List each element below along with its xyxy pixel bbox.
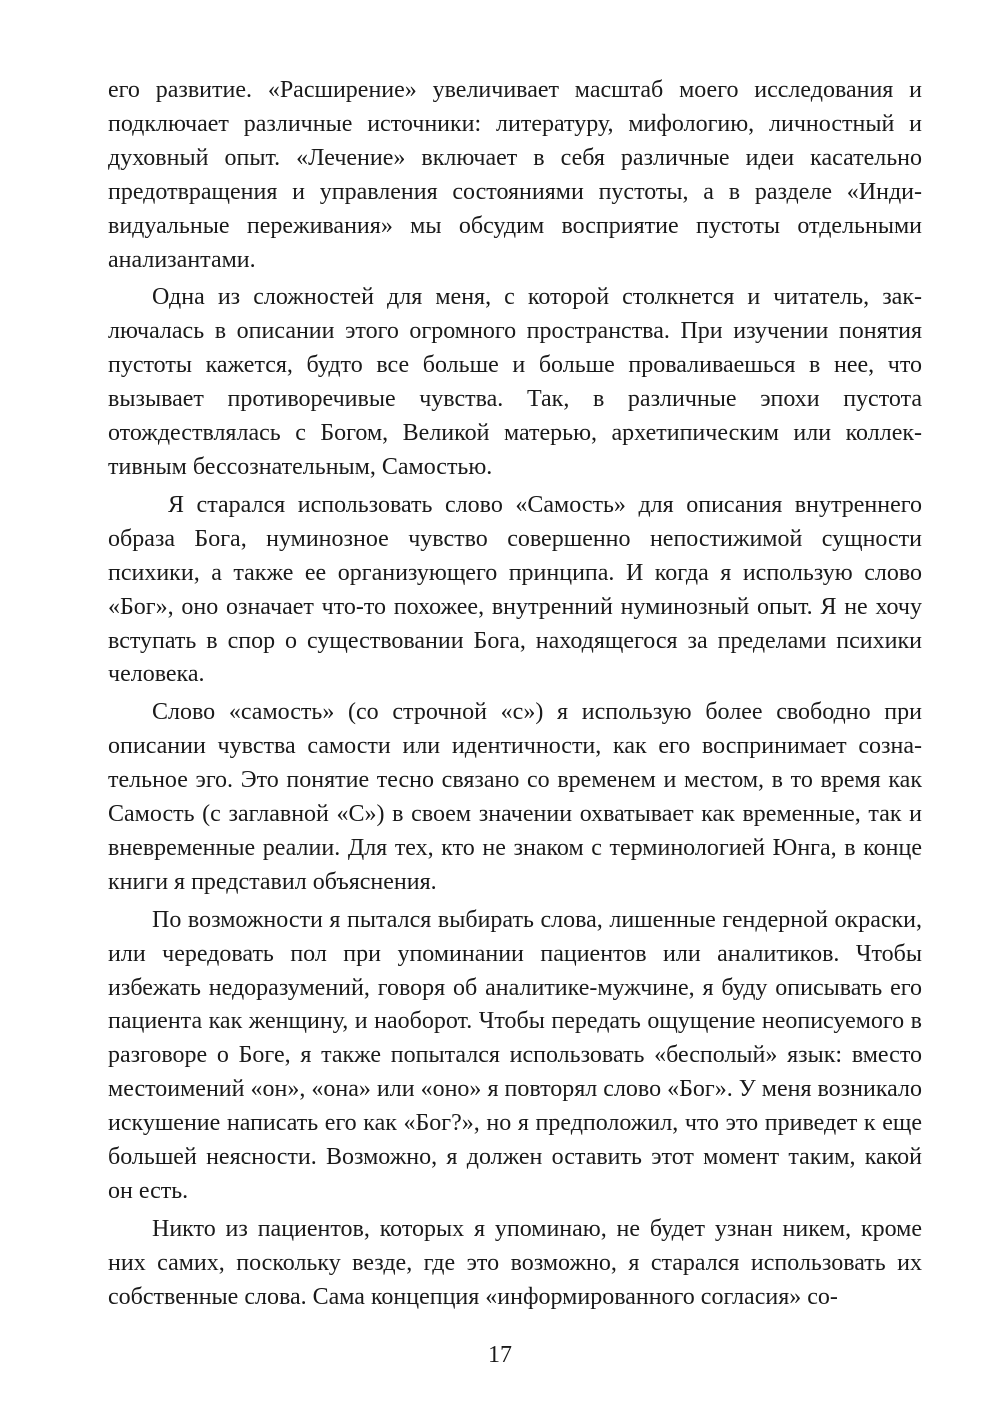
paragraph-1: его развитие. «Расширение» увеличивает масштаб моего исследования и подключает различные источники: литературу, мифологию, личностный и духовный опыт. «Лечение» включает в себя различные идеи касательно предотвращения и управления состояниями пустоты, а в разделе «Индивидуальные переживания» мы обсудим восприятие пустоты отдельными анализантами. xyxy=(108,77,922,273)
paragraph-6: Никто из пациентов, которых я упоминаю, не будет узнан никем, кроме них самих, поскольку везде, где это возможно, я старался использовать их собственные слова. Сама концепция «информированного согласия» со- xyxy=(108,1215,922,1310)
paragraph-3: Я старался использовать слово «Самость» для описания внутреннего образа Бога, нуминозное чувство совершенно непостижимой сущности психики, а также ее организующего принципа. И когда я использую слово «Бог», оно означает что-то похожее, внутренний нуминозный опыт. Я не хочу вступать в спор о существовании Бога, находящегося за пределами психики человека. xyxy=(108,491,922,688)
page-number: 17 xyxy=(488,1342,512,1368)
page-body xyxy=(108,74,922,1319)
paragraph-4: Слово «самость» (со строчной «с») я использую более свободно при описании чувства самости или идентичности, как его воспринимает сознательное эго. Это понятие тесно связано со временем и местом, в то время как Самость (с заглавной «С») в своем значении охватывает как временные, так и вневременные реалии. Для тех, кто не знаком с терминологией Юнга, в конце книги я представил объяснения. xyxy=(108,699,922,895)
paragraph-5: По возможности я пытался выбирать слова, лишенные гендерной окраски, или чередовать пол при упоминании пациентов или аналитиков. Чтобы избежать недоразумений, говоря об аналитике-мужчине, я буду описывать его пациента как женщину, и наоборот. Чтобы передать ощущение неописуемого в разговоре о Боге, я также попытался использовать «бесполый» язык: вместо местоимений «он», «она» или «оно» я повторял слово «Бог». У меня возникало искушение написать его как «Бог?», но я предположил, что это приведет к еще большей неясности. Возможно, я должен оставить этот момент таким, какой он есть. xyxy=(108,906,922,1204)
paragraph-2: Одна из сложностей для меня, с которой столкнется и читатель, заключалась в описании этого огромного пространства. При изучении понятия пустоты кажется, будто все больше и больше проваливаешься в нее, что вызывает противоречивые чувства. Так, в различные эпохи пустота отождествлялась с Богом, Великой матерью, архетипическим или коллективным бессознательным, Самостью. xyxy=(108,284,922,480)
